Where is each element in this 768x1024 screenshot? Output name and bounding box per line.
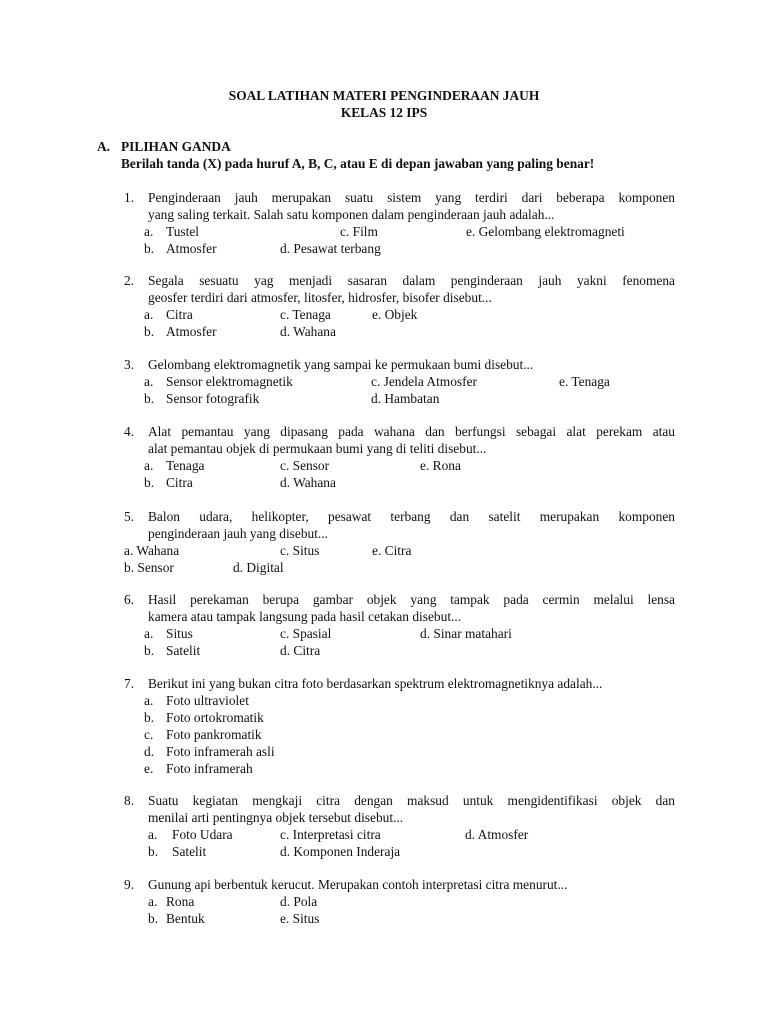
option-text: Atmosfer (166, 241, 217, 256)
option-text: Citra (166, 307, 193, 322)
question-number: 6. (124, 592, 135, 607)
option-letter: b. (144, 241, 155, 256)
option-row (124, 843, 675, 860)
option-row (124, 709, 675, 726)
option-text: c. Jendela Atmosfer (371, 374, 477, 389)
option-text: e. Gelombang elektromagneti (466, 224, 625, 239)
option-text: Foto Udara (172, 827, 233, 842)
option-text: Bentuk (166, 911, 205, 926)
option-text: d. Atmosfer (465, 827, 529, 842)
option-letter: b. (144, 475, 155, 490)
option-letter: b. (144, 391, 155, 406)
option-text: Foto inframerah asli (166, 744, 275, 759)
option-text: Sensor elektromagnetik (166, 374, 293, 389)
question-1 (124, 189, 675, 257)
question-6 (124, 591, 675, 659)
option-letter: c. (144, 727, 154, 742)
option-letter: a. (144, 224, 154, 239)
question-number: 5. (124, 509, 135, 524)
option-text: Tenaga (166, 458, 205, 473)
option-text: c. Situs (280, 543, 320, 558)
option-row (124, 625, 675, 642)
question-text-cont: kamera atau tampak langsung pada hasil cetakan disebut... (148, 609, 462, 624)
page-title: SOAL LATIHAN MATERI PENGINDERAAN JAUH (228, 88, 540, 103)
question-text-cont: yang saling terkait. Salah satu komponen dalam penginderaan jauh adalah... (148, 207, 555, 222)
question-number: 8. (124, 793, 135, 808)
option-text: Foto ortokromatik (166, 710, 264, 725)
option-row (124, 559, 675, 576)
option-text: d. Digital (233, 560, 284, 575)
option-text: d. Pola (280, 894, 318, 909)
option-row (124, 760, 675, 777)
option-row (124, 826, 675, 843)
question-text: Gunung api berbentuk kerucut. Merupakan contoh interpretasi citra menurut... (148, 877, 568, 892)
option-row (124, 910, 675, 927)
question-text: Suatu kegiatan mengkaji citra dengan maksud untuk mengidentifikasi objek dan (148, 793, 675, 808)
option-text: c. Tenaga (280, 307, 331, 322)
option-row (124, 692, 675, 709)
question-text: Balon udara, helikopter, pesawat terbang dan satelit merupakan komponen (148, 509, 675, 524)
option-row (124, 223, 675, 240)
option-text: e. Citra (372, 543, 412, 558)
section-heading (97, 138, 231, 155)
option-text: d. Wahana (280, 475, 336, 490)
option-text: c. Spasial (280, 626, 332, 641)
option-letter: e. (144, 761, 154, 776)
option-letter: d. (144, 744, 155, 759)
option-text: d. Komponen Inderaja (280, 844, 401, 859)
option-letter: a. (144, 626, 154, 641)
option-text: d. Pesawat terbang (280, 241, 381, 256)
option-text: Situs (166, 626, 193, 641)
option-text: c. Interpretasi citra (280, 827, 381, 842)
question-text: Alat pemantau yang dipasang pada wahana dan berfungsi sebagai alat perekam atau (148, 424, 675, 439)
option-text: d. Sinar matahari (420, 626, 512, 641)
question-number: 4. (124, 424, 135, 439)
option-row (124, 323, 675, 340)
option-text: Satelit (166, 643, 201, 658)
question-text-cont: geosfer terdiri dari atmosfer, litosfer, hidrosfer, bisofer disebut... (148, 290, 492, 305)
option-text: Atmosfer (166, 324, 217, 339)
option-letter: b. (144, 324, 155, 339)
question-5 (124, 508, 675, 576)
option-letter: a. (148, 894, 158, 909)
question-2 (124, 272, 675, 340)
option-text: e. Tenaga (559, 374, 610, 389)
option-row (124, 642, 675, 659)
question-number: 3. (124, 357, 135, 372)
question-text-cont: penginderaan jauh yang disebut... (148, 526, 328, 541)
option-letter: b. (144, 643, 155, 658)
option-text: d. Citra (280, 643, 321, 658)
question-text-cont: menilai arti pentingnya objek tersebut disebut... (148, 810, 404, 825)
option-text: a. Wahana (124, 543, 180, 558)
option-letter: a. (144, 374, 154, 389)
option-text: Rona (166, 894, 195, 909)
question-number: 2. (124, 273, 135, 288)
question-8 (124, 792, 675, 860)
option-row (124, 306, 675, 323)
section-letter: A. (97, 139, 111, 154)
section-name: PILIHAN GANDA (121, 139, 231, 154)
question-number: 1. (124, 190, 135, 205)
option-text: d. Wahana (280, 324, 336, 339)
option-letter: b. (148, 844, 159, 859)
option-text: b. Sensor (124, 560, 174, 575)
option-row (124, 240, 675, 257)
question-7 (124, 675, 675, 777)
question-text: Berikut ini yang bukan citra foto berdasarkan spektrum elektromagnetiknya adalah... (148, 676, 603, 691)
option-letter: a. (144, 307, 154, 322)
question-4 (124, 423, 675, 491)
option-text: Foto ultraviolet (166, 693, 249, 708)
option-text: Foto inframerah (166, 761, 253, 776)
option-row (124, 542, 675, 559)
question-text: Segala sesuatu yag menjadi sasaran dalam penginderaan jauh yakni fenomena (148, 273, 675, 288)
question-text: Gelombang elektromagnetik yang sampai ke permukaan bumi disebut... (148, 357, 534, 372)
option-letter: b. (144, 710, 155, 725)
option-row (124, 726, 675, 743)
option-text: Citra (166, 475, 193, 490)
option-row (124, 474, 675, 491)
question-text: Penginderaan jauh merupakan suatu sistem yang terdiri dari beberapa komponen (148, 190, 675, 205)
option-row (124, 373, 675, 390)
option-letter: a. (148, 827, 158, 842)
option-row (124, 390, 675, 407)
question-number: 7. (124, 676, 135, 691)
question-9 (124, 876, 675, 927)
section-instruction: Berilah tanda (X) pada huruf A, B, C, atau E di depan jawaban yang paling benar! (121, 156, 595, 171)
option-text: Tustel (166, 224, 199, 239)
question-text-cont: alat pemantau objek di permukaan bumi yang di teliti disebut... (148, 441, 487, 456)
option-letter: a. (144, 458, 154, 473)
question-text: Hasil perekaman berupa gambar objek yang tampak pada cermin melalui lensa (148, 592, 675, 607)
option-row (124, 893, 675, 910)
option-text: e. Rona (420, 458, 461, 473)
option-letter: a. (144, 693, 154, 708)
question-3 (124, 356, 675, 407)
question-number: 9. (124, 877, 135, 892)
option-text: c. Sensor (280, 458, 330, 473)
option-row (124, 743, 675, 760)
option-text: d. Hambatan (371, 391, 440, 406)
option-text: e. Objek (372, 307, 418, 322)
option-letter: b. (148, 911, 159, 926)
option-text: c. Film (340, 224, 378, 239)
option-text: Foto pankromatik (166, 727, 262, 742)
option-text: Satelit (172, 844, 207, 859)
page-subtitle: KELAS 12 IPS (340, 105, 428, 120)
option-text: Sensor fotografik (166, 391, 260, 406)
option-row (124, 457, 675, 474)
option-text: e. Situs (280, 911, 320, 926)
